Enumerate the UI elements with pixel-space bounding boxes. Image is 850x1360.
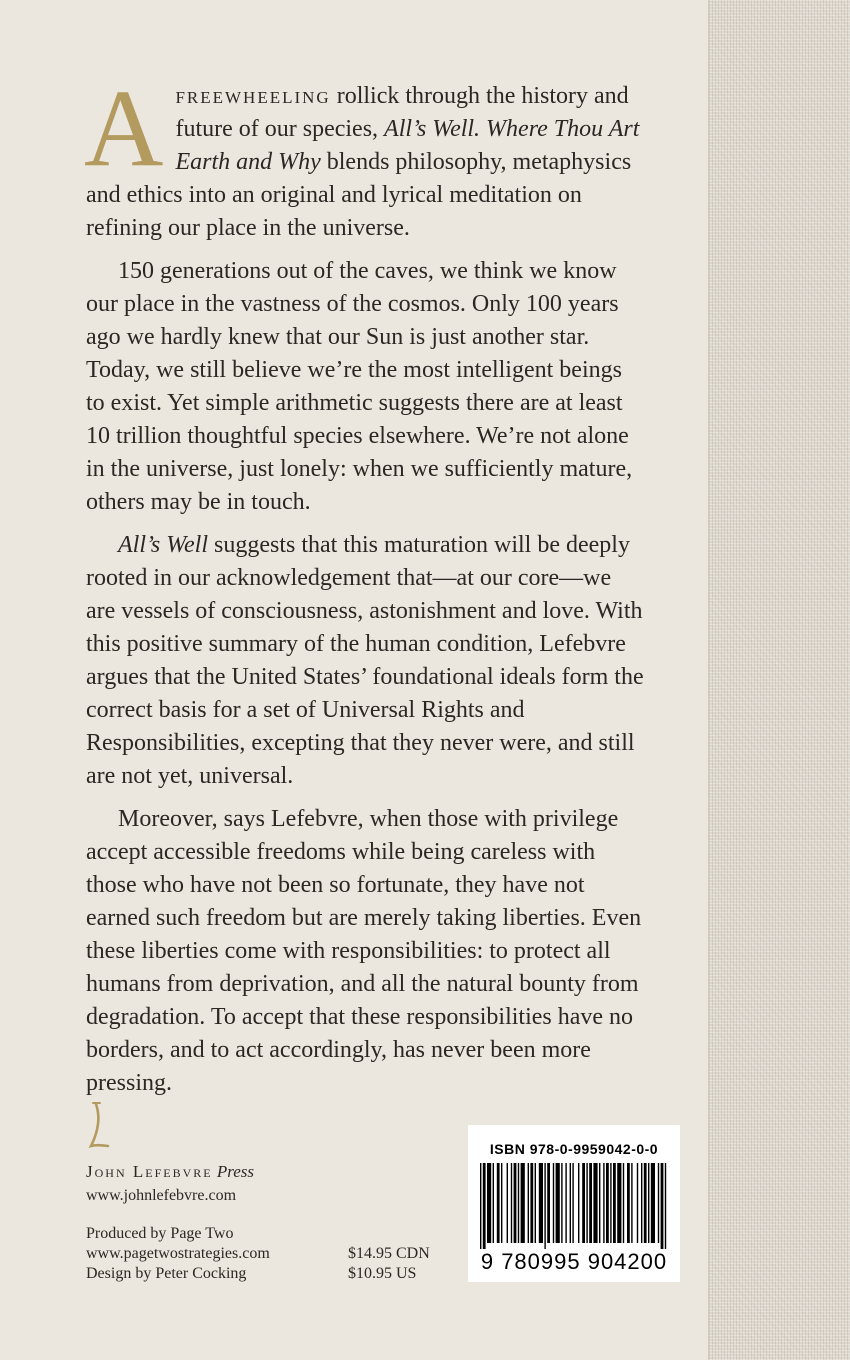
blurb <box>84 67 646 1110</box>
blurb-paragraph-2: 150 generations out of the caves, we think we know our place in the vastness of the cosmos. Only 100 years ago we hardly knew that our Sun is just another star. Today, we still believe we’re the most intelligent beings to exist. Yet simple arithmetic suggests there are at least 10 trillion thoughtful species elsewhere. We’re not alone in the universe, just lonely: when we sufficiently mature, others may be in touch. <box>86 258 633 515</box>
price-us: $10.95 US <box>348 1265 417 1282</box>
publisher-name: John Lefebvre Press <box>86 1162 254 1181</box>
barcode-bar <box>610 1163 611 1243</box>
barcode <box>478 1163 670 1249</box>
prices <box>348 1244 430 1284</box>
barcode-bar <box>556 1163 560 1243</box>
design-credit: Design by Peter Cocking <box>86 1265 247 1282</box>
barcode-bar <box>497 1163 500 1243</box>
dropcap: A <box>84 67 164 189</box>
barcode-bar <box>589 1163 592 1243</box>
barcode-bar <box>658 1163 659 1243</box>
barcode-bar <box>530 1163 533 1243</box>
barcode-bar <box>539 1163 543 1243</box>
barcode-bar <box>648 1163 649 1243</box>
barcode-bar <box>483 1163 486 1249</box>
barcode-bar <box>528 1163 529 1243</box>
barcode-bar <box>561 1163 562 1243</box>
credits <box>86 1224 270 1284</box>
barcode-bar <box>627 1163 630 1243</box>
blurb-paragraph-4: Moreover, says Lefebvre, when those with privilege accept accessible freedoms while being careless with those who have not been so fortunate, they have not earned such freedom but are merely taking liberties. Even these liberties come with responsibilities: to protect all humans from deprivation, and all the natural bounty from degradation. To accept that these responsibilities have no borders, and to act accordingly, has never been more pressing. <box>86 806 642 1096</box>
isbn-label: ISBN 978-0-9959042-0-0 <box>489 1141 659 1157</box>
producer-website[interactable]: www.pagetwostrategies.com <box>86 1245 270 1262</box>
barcode-bar <box>514 1163 517 1243</box>
barcode-bar <box>572 1163 573 1243</box>
barcode-bar <box>586 1163 587 1243</box>
barcode-bar <box>565 1163 566 1243</box>
barcode-bar <box>599 1163 600 1243</box>
barcode-digits: 9 780995 904200 <box>480 1249 668 1274</box>
price-cdn: $14.95 CDN <box>348 1245 430 1262</box>
barcode-bar <box>487 1163 491 1243</box>
barcode-bar <box>578 1163 579 1243</box>
barcode-bar <box>521 1163 525 1243</box>
isbn-barcode-box <box>468 1125 680 1282</box>
barcode-bar <box>480 1163 481 1249</box>
barcode-bar <box>518 1163 519 1243</box>
barcode-bar <box>637 1163 638 1243</box>
barcode-bar <box>547 1163 550 1243</box>
book-title: All’s Well. Where Thou Art Earth and Why <box>175 116 640 175</box>
barcode-bar <box>644 1163 647 1243</box>
lead-word: freewheeling <box>175 83 331 109</box>
barcode-bar <box>593 1163 597 1243</box>
barcode-bar <box>582 1163 585 1243</box>
cloth-spine <box>708 0 850 1360</box>
barcode-bar <box>641 1163 642 1243</box>
barcode-bar <box>606 1163 609 1243</box>
blurb-paragraph-3: All’s Well suggests that this maturation will be deeply rooted in our acknowledgement that—at our core—we are vessels of consciousness, astonishment and love. With this positive summary of the human condition, Lefebvre argues that the United States’ foundational ideals form the correct basis for a set of Universal Rights and Responsibilities, excepting that they never were, and still are not yet, universal. <box>86 532 644 789</box>
barcode-bar <box>507 1163 508 1243</box>
barcode-bar <box>603 1163 604 1243</box>
barcode-bar <box>511 1163 512 1243</box>
publisher-website[interactable]: www.johnlefebvre.com <box>86 1187 237 1204</box>
barcode-bar <box>665 1163 666 1249</box>
barcode-bar <box>544 1163 545 1249</box>
barcode-bar <box>501 1163 502 1243</box>
barcode-bar <box>570 1163 571 1243</box>
publisher-logo-icon <box>86 1100 112 1152</box>
barcode-bar <box>613 1163 616 1243</box>
blurb-paragraph-1: Afreewheeling rollick through the history and future of our species, All’s Well. Where Thou Art Earth and Why blends philosophy, metaphysics and ethics into an original and lyrical meditation on refining our place in the universe. <box>84 67 640 241</box>
barcode-bar <box>661 1163 664 1249</box>
barcode-bar <box>631 1163 632 1243</box>
book-title-short: All’s Well <box>118 532 209 558</box>
produced-by: Produced by Page Two <box>86 1225 234 1242</box>
barcode-bar <box>553 1163 554 1243</box>
barcode-bar <box>535 1163 536 1243</box>
barcode-bar <box>493 1163 494 1243</box>
barcode-bar <box>623 1163 624 1243</box>
barcode-bar <box>617 1163 621 1243</box>
barcode-bar <box>651 1163 655 1243</box>
